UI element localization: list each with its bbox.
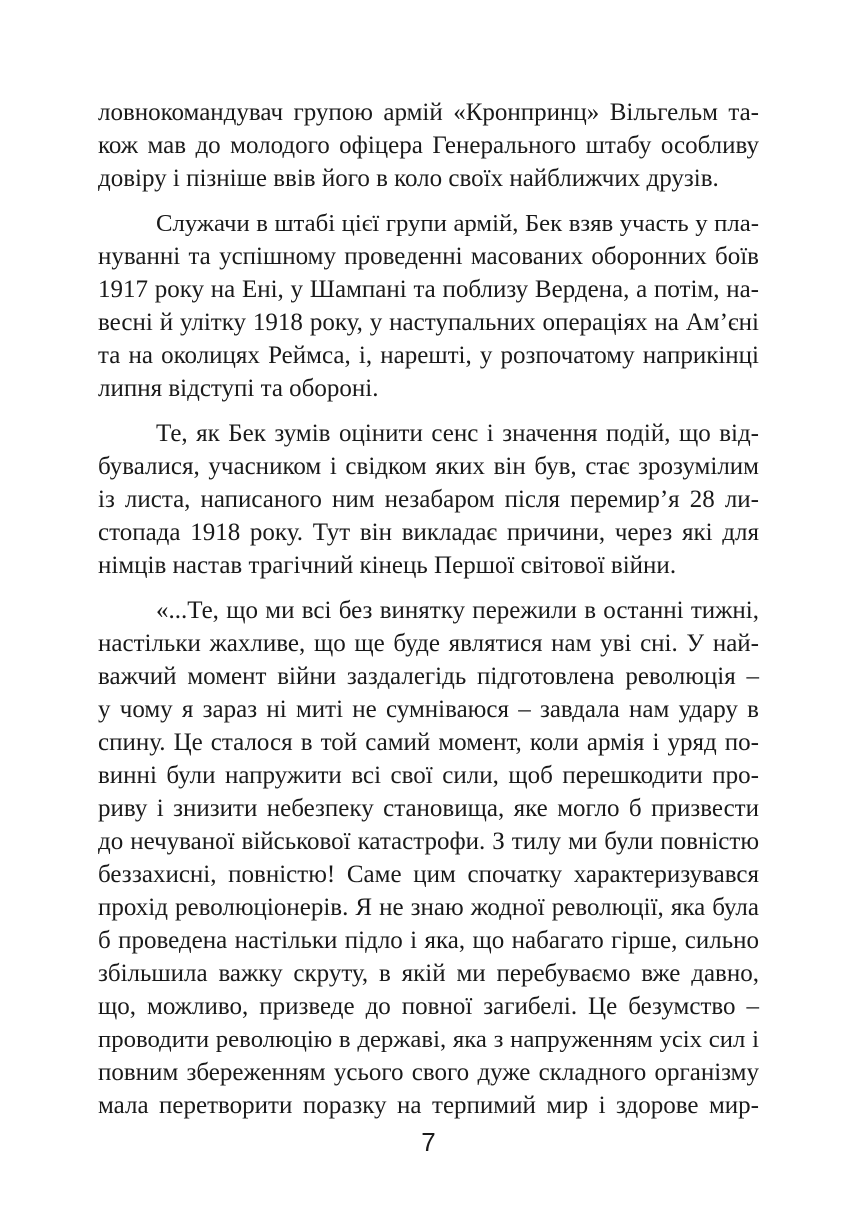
text-line: весні й улітку 1918 року, у наступальних операціях на Ам’єні xyxy=(98,309,759,336)
body-text xyxy=(98,96,759,1134)
page-number: 7 xyxy=(421,1127,436,1157)
text-line: беззахисні, повністю! Саме цим спочатку характеризувався xyxy=(98,861,759,888)
text-line: повним збереженням усього свого дуже складного організму xyxy=(98,1059,759,1086)
paragraph-2 xyxy=(98,207,759,405)
text-line: ловнокомандувач групою армій «Кронпринц» Вільгельм та- xyxy=(98,99,759,126)
text-line: до нечуваної військової катастрофи. З тилу ми були повністю xyxy=(98,828,759,855)
paragraph-4 xyxy=(98,594,759,1122)
text-line: кож мав до молодого офіцера Генерального штабу особливу xyxy=(98,132,759,159)
text-line: липня відступі та обороні. xyxy=(98,375,379,402)
text-line: стопада 1918 року. Тут він викладає причини, через які для xyxy=(98,519,759,546)
text-line: та на околицях Реймса, і, нарешті, у розпочатому наприкінці xyxy=(98,342,759,369)
text-line: прохід революціонерів. Я не знаю жодної революції, яка була xyxy=(98,894,759,921)
text-line: важчий момент війни заздалегідь підготовлена революція – xyxy=(98,663,759,690)
text-line: мала перетворити поразку на терпимий мир і здорове мир- xyxy=(98,1092,759,1119)
text-line: риву і знизити небезпеку становища, яке могло б призвести xyxy=(98,795,759,822)
text-line: бувалися, учасником і свідком яких він був, стає зрозумілим xyxy=(98,453,759,480)
text-line: проводити революцію в державі, яка з напруженням усіх сил і xyxy=(98,1026,759,1053)
text-line: із листа, написаного ним незабаром після перемир’я 28 ли- xyxy=(98,486,759,513)
paragraph-3 xyxy=(98,417,759,582)
text-line: що, можливо, призведе до повної загибелі. Це безумство – xyxy=(98,993,759,1020)
text-line: німців настав трагічний кінець Першої світової війни. xyxy=(98,552,677,579)
text-line: винні були напружити всі свої сили, щоб перешкодити про- xyxy=(98,762,759,789)
text-line: Те, як Бек зумів оцінити сенс і значення подій, що від- xyxy=(156,420,759,447)
text-line: б проведена настільки підло і яка, що набагато гірше, сильно xyxy=(98,927,759,954)
text-line: збільшила важку скруту, в якій ми перебуваємо вже давно, xyxy=(98,960,759,987)
text-line: 1917 року на Ені, у Шампані та поблизу Вердена, а потім, на- xyxy=(98,276,759,303)
paragraph-1 xyxy=(98,96,759,195)
text-line: настільки жахливе, що ще буде являтися нам уві сні. У най- xyxy=(98,630,759,657)
text-line: довіру і пізніше ввів його в коло своїх найближчих друзів. xyxy=(98,165,719,192)
text-line: спину. Це сталося в той самий момент, коли армія і уряд по- xyxy=(98,729,759,756)
text-line: нуванні та успішному проведенні масованих оборонних боїв xyxy=(98,243,759,270)
text-line: у чому я зараз ні миті не сумніваюся – завдала нам удару в xyxy=(98,696,759,723)
text-line: Служачи в штабі цієї групи армій, Бек взяв участь у пла- xyxy=(156,210,759,237)
text-line: «...Те, що ми всі без винятку пережили в останні тижні, xyxy=(156,597,759,624)
